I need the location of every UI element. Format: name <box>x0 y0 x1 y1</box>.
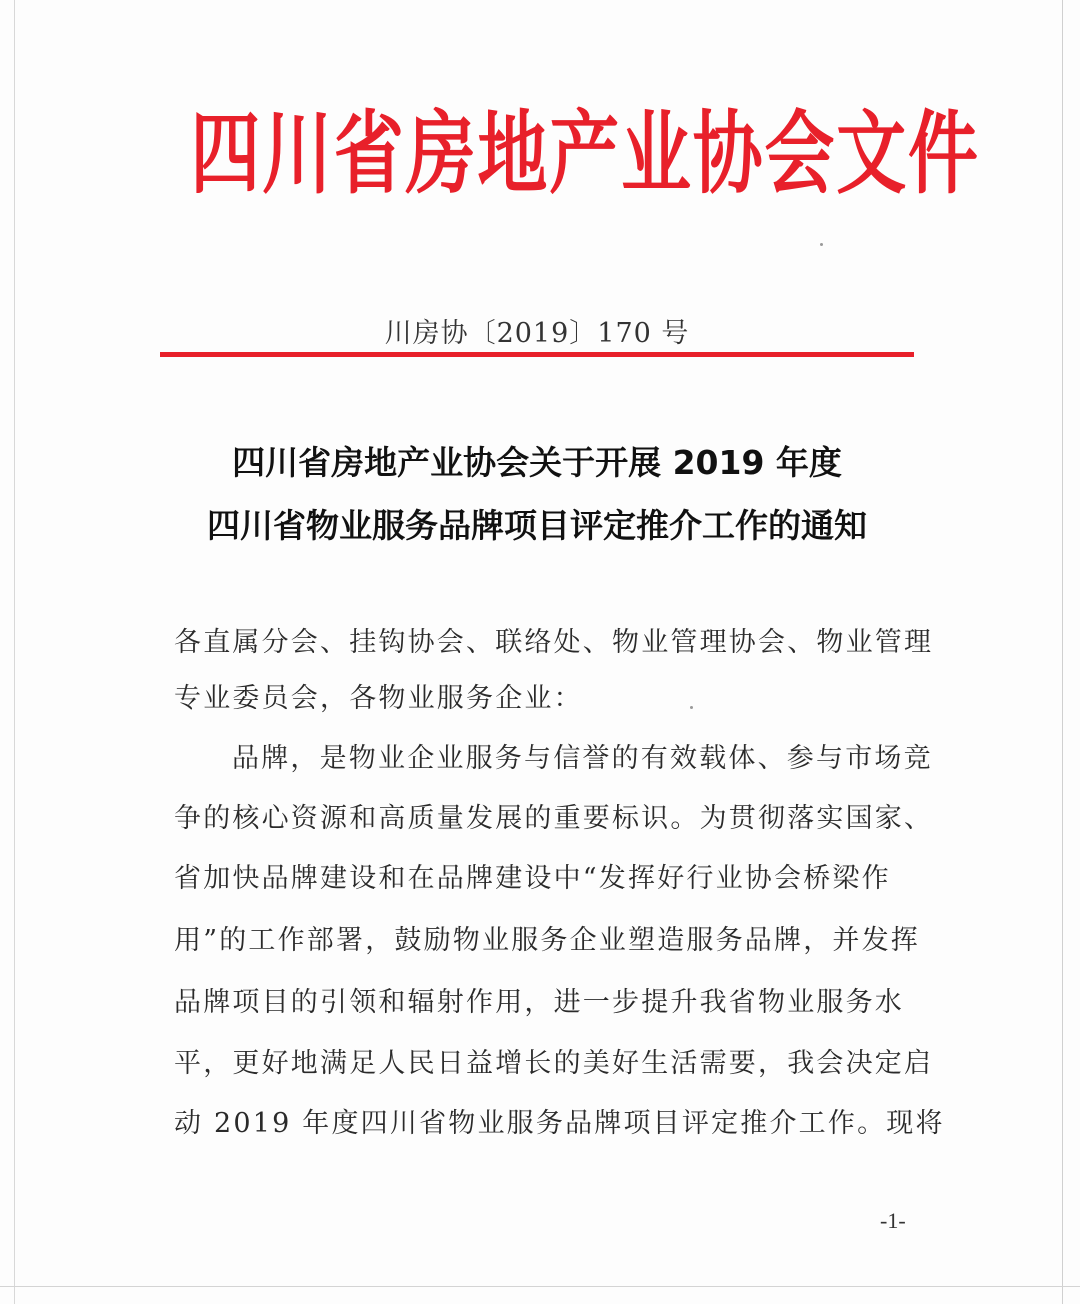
red-divider-rule <box>160 352 914 357</box>
notice-title-line-1: 四川省房地产业协会关于开展 2019 年度 <box>232 443 842 482</box>
scan-speck <box>820 243 823 246</box>
body-line: 各直属分会、挂钩协会、联络处、物业管理协会、物业管理 <box>174 627 934 658</box>
body-line: 品牌项目的引领和辐射作用，进一步提升我省物业服务水 <box>174 987 904 1018</box>
scan-edge-bottom <box>0 1286 1080 1287</box>
body-line: 争的核心资源和高质量发展的重要标识。为贯彻落实国家、 <box>174 803 934 834</box>
body-line: 动 2019 年度四川省物业服务品牌项目评定推介工作。现将 <box>174 1108 945 1139</box>
scan-edge-left <box>14 0 15 1304</box>
body-line: 品牌，是物业企业服务与信誉的有效载体、参与市场竞 <box>232 743 933 774</box>
scan-speck <box>690 706 693 709</box>
body-line: 用”的工作部署，鼓励物业服务企业塑造服务品牌，并发挥 <box>174 925 921 956</box>
notice-title-line-2: 四川省物业服务品牌项目评定推介工作的通知 <box>207 506 867 545</box>
scan-edge-right <box>1062 0 1063 1304</box>
document-number: 川房协〔2019〕170 号 <box>384 318 690 349</box>
document-masthead: 四川省房地产业协会文件 <box>190 100 980 206</box>
body-line: 省加快品牌建设和在品牌建设中“发挥好行业协会桥梁作 <box>174 863 891 894</box>
body-line: 专业委员会，各物业服务企业： <box>174 683 583 714</box>
page-number: -1- <box>880 1208 906 1233</box>
body-line: 平，更好地满足人民日益增长的美好生活需要，我会决定启 <box>174 1048 934 1079</box>
